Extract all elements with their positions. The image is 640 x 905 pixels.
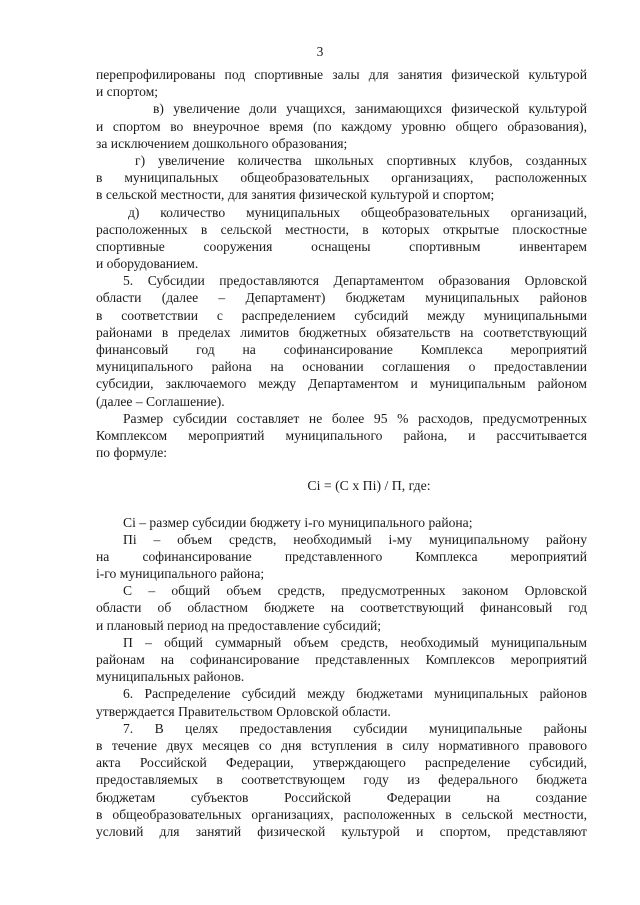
text-line: бюджетам субъектов Российской Федерации на создание bbox=[96, 789, 587, 805]
text-line: предоставляемых в соответствующем году из федерального бюджета bbox=[96, 772, 587, 788]
text-line: в течение двух месяцев со дня вступления в силу нормативного правового bbox=[96, 737, 587, 753]
text-line: и плановый период на предоставление субсидий; bbox=[96, 617, 381, 633]
text-line: муниципальных районов. bbox=[96, 669, 245, 685]
text-line: С – общий объем средств, предусмотренных законом Орловской bbox=[123, 583, 587, 599]
text-line: районами в пределах лимитов бюджетных обязательств на соответствующий bbox=[96, 324, 587, 340]
text-line: Пi – объем средств, необходимый i-му муниципальному району bbox=[123, 531, 587, 547]
page-number: 3 bbox=[316, 44, 324, 59]
text-line: и оборудованием. bbox=[96, 256, 199, 272]
text-line: утверждается Правительством Орловской области. bbox=[96, 703, 391, 719]
text-line: на софинансирование представленного Комплекса мероприятий bbox=[96, 548, 587, 564]
text-line: 7. В целях предоставления субсидии муниципальные районы bbox=[123, 720, 587, 736]
text-line: субсидии, заключаемого между Департаментом и муниципальным районом bbox=[96, 376, 587, 392]
text-line: в общеобразовательных организациях, расположенных в сельской местности, bbox=[96, 806, 587, 822]
text-line: в соответствии с распределением субсидий между муниципальными bbox=[96, 307, 587, 323]
text-line: в муниципальных общеобразовательных организациях, расположенных bbox=[96, 170, 587, 186]
text-line: районам на софинансирование представленных Комплексов мероприятий bbox=[96, 652, 587, 667]
text-line: 5. Субсидии предоставляются Департаментом образования Орловской bbox=[123, 273, 587, 289]
text-line: и спортом; bbox=[96, 84, 159, 100]
text-line: условий для занятий физической культурой и спортом, представляют bbox=[96, 823, 587, 839]
text-line: 6. Распределение субсидий между бюджетами муниципальных районов bbox=[123, 686, 587, 702]
text-line: области об областном бюджете на соответствующий финансовый год bbox=[96, 600, 587, 616]
text-line: спортивные сооружения оснащены спортивным инвентарем bbox=[96, 238, 587, 254]
text-line: и спортом во внеурочное время (по каждому уровню общего образования), bbox=[96, 118, 587, 134]
text-line: П – общий суммарный объем средств, необходимый муниципальным bbox=[123, 634, 587, 650]
text-line: по формуле: bbox=[96, 445, 168, 461]
text-line: Размер субсидии составляет не более 95 % расходов, предусмотренных bbox=[123, 410, 587, 426]
text-line: в сельской местности, для занятия физической культурой и спортом; bbox=[96, 187, 495, 203]
text-line: муниципального района на основании соглашения о предоставлении bbox=[96, 359, 587, 375]
text-line: финансовый год на софинансирование Комплекса мероприятий bbox=[96, 342, 587, 357]
text-line: (далее – Соглашение). bbox=[96, 393, 225, 409]
text-line: перепрофилированы под спортивные залы для занятия физической культурой bbox=[96, 67, 587, 82]
text-line: расположенных в сельской местности, в которых открытые плоскостные bbox=[96, 221, 587, 237]
subsidy-formula: Сi = (С х Пi) / П, где: bbox=[307, 478, 431, 494]
document-body bbox=[96, 66, 587, 840]
text-line: области (далее – Департамент) бюджетам муниципальных районов bbox=[96, 290, 587, 306]
text-line: Сi – размер субсидии бюджету i-го муниципального района; bbox=[123, 514, 473, 530]
text-line: д) количество муниципальных общеобразовательных организаций, bbox=[128, 204, 587, 220]
text-line: в) увеличение доли учащихся, занимающихся физической культурой bbox=[153, 101, 587, 117]
text-line: акта Российской Федерации, утверждающего распределение субсидий, bbox=[96, 755, 587, 771]
text-line: Комплексом мероприятий муниципального района, и рассчитывается bbox=[96, 427, 587, 443]
text-line: за исключением дошкольного образования; bbox=[96, 135, 348, 151]
text-line: i-го муниципального района; bbox=[96, 566, 265, 582]
text-line: г) увеличение количества школьных спортивных клубов, созданных bbox=[135, 152, 587, 168]
